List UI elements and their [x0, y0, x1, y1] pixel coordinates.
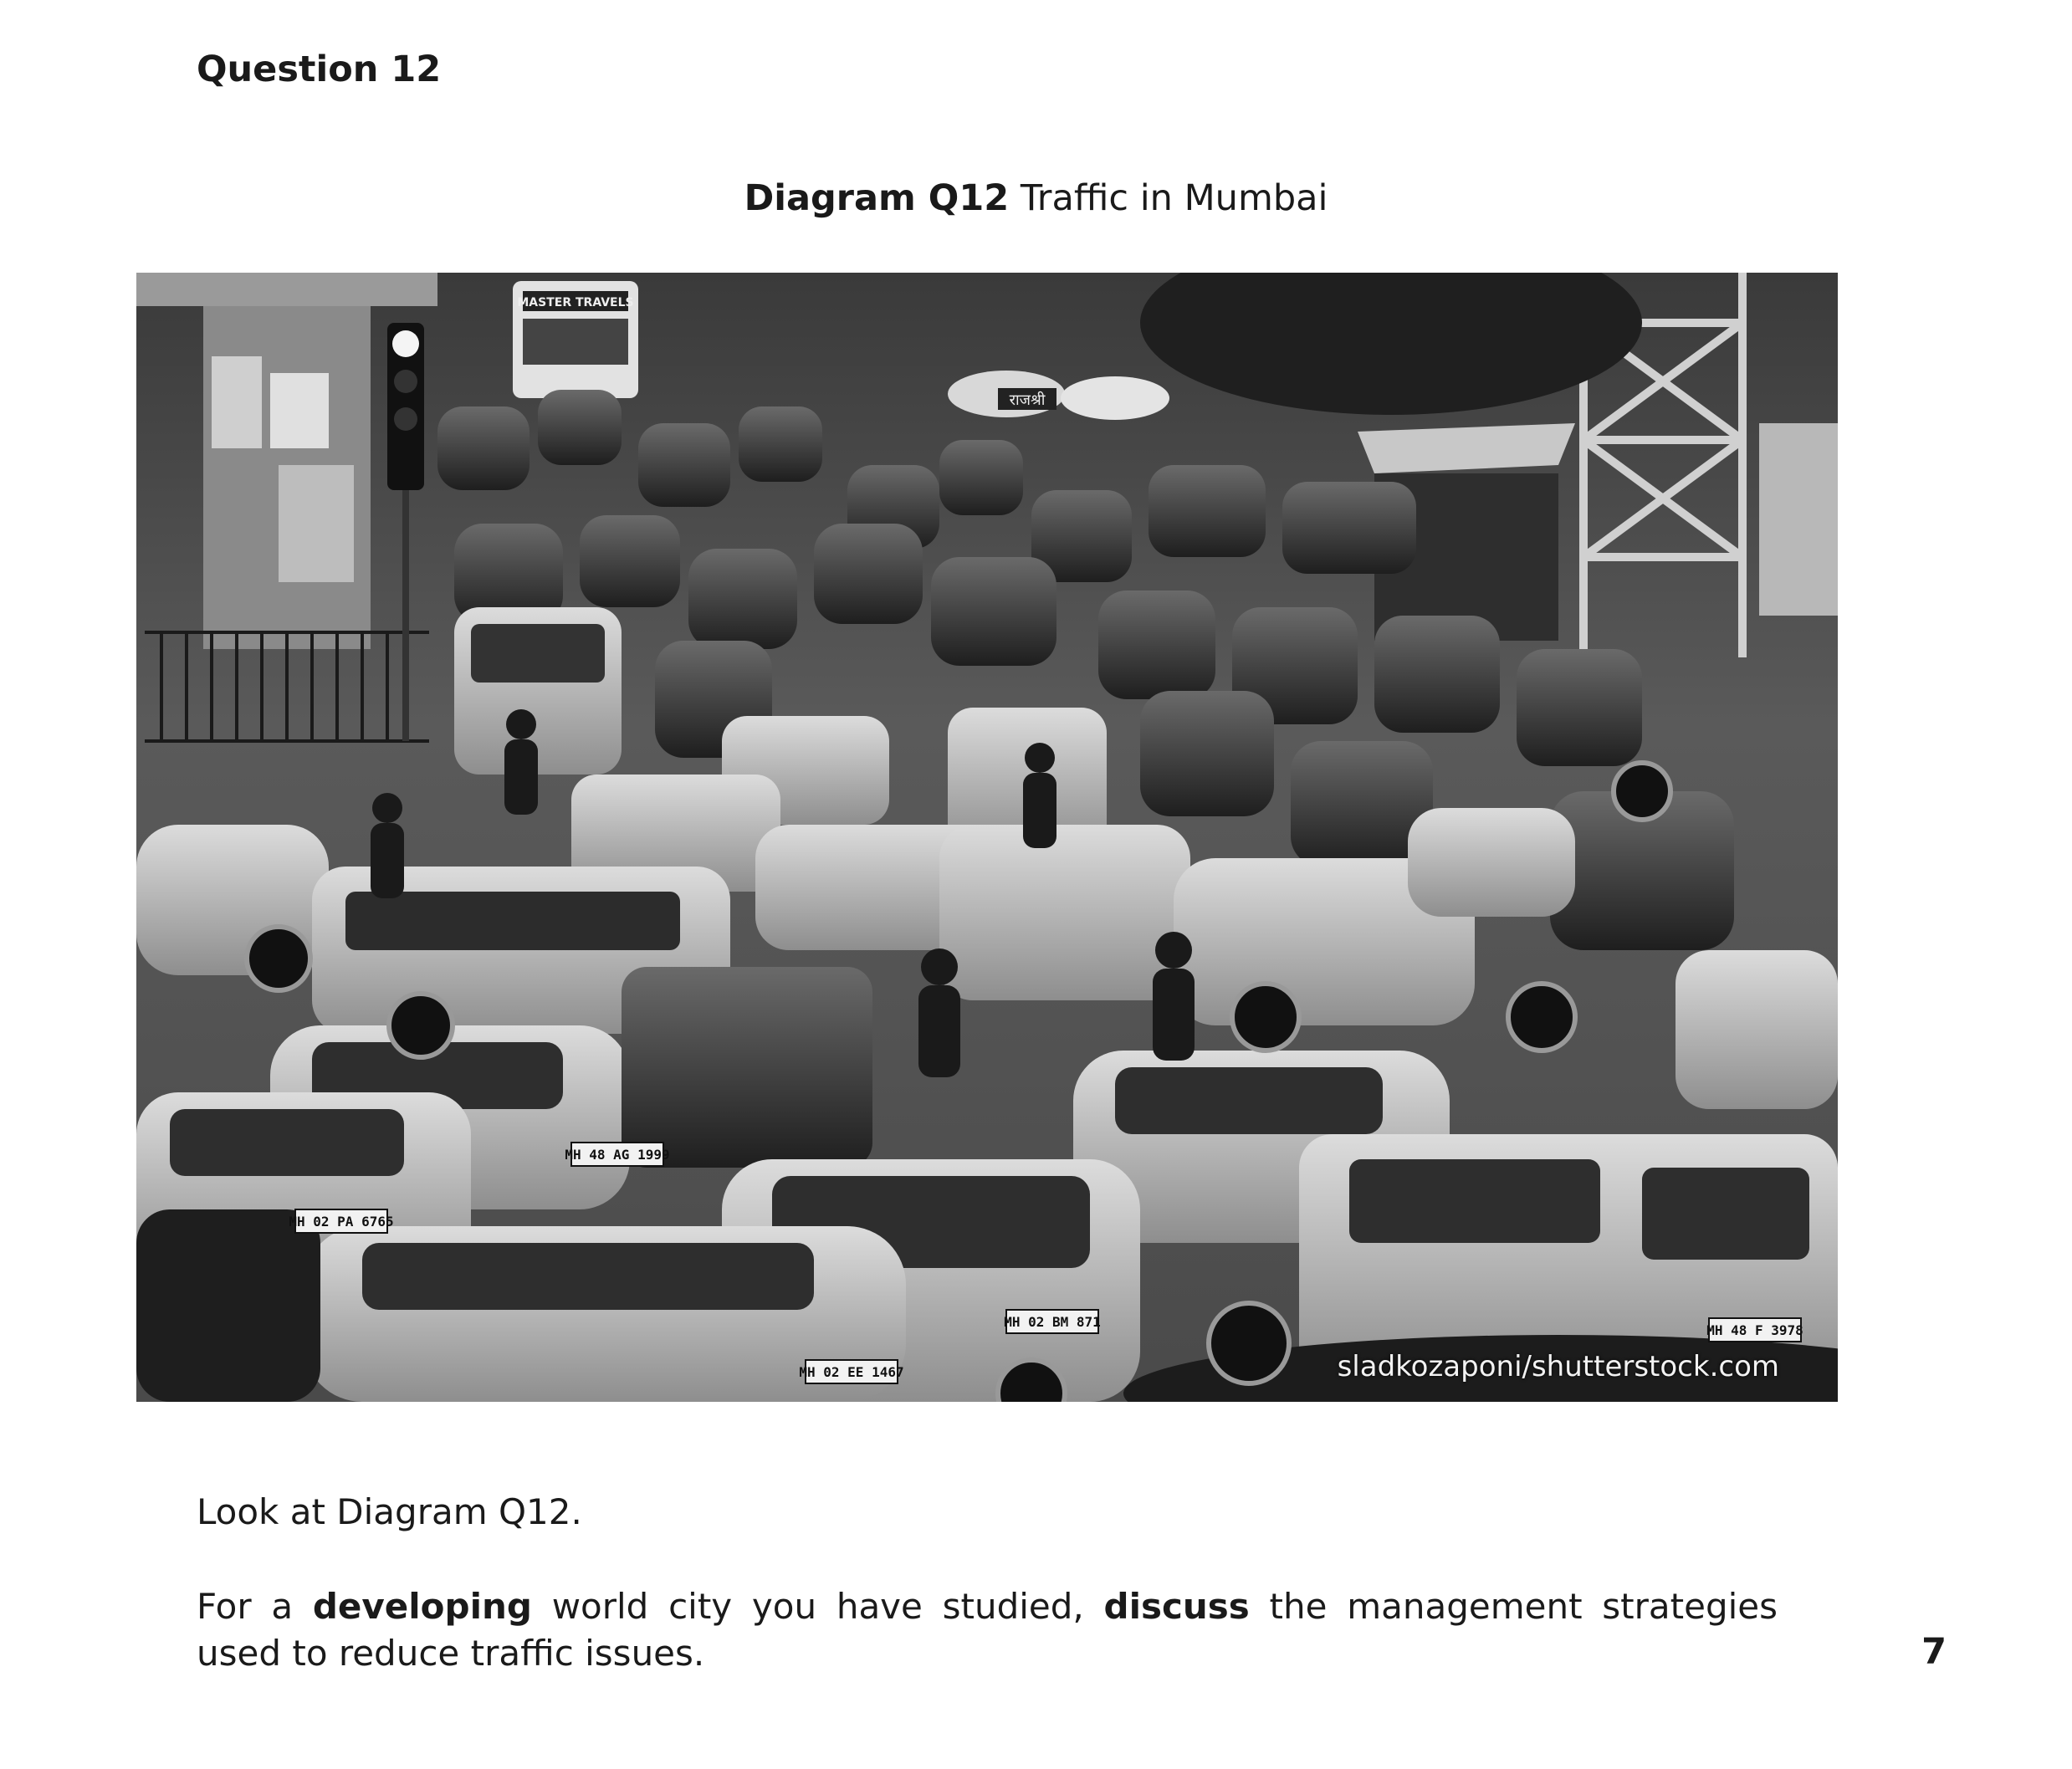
- traffic-photo-illustration: [136, 273, 1838, 1402]
- task-text: [197, 1583, 1778, 1677]
- license-plate-text: MH 48 F 3978: [1706, 1322, 1803, 1338]
- traffic-photo: [136, 273, 1838, 1402]
- diagram-caption: [0, 177, 2072, 219]
- shop-sign: राजश्री: [1009, 391, 1046, 409]
- task-bold-discuss: discuss: [1103, 1586, 1250, 1627]
- diagram-title: Traffic in Mumbai: [1020, 177, 1328, 219]
- marks: 7: [1921, 1631, 1947, 1673]
- bus-sign: MASTER TRAVELS: [517, 296, 634, 309]
- task-pre: For a: [197, 1586, 313, 1627]
- photo-credit: sladkozaponi/shutterstock.com: [1337, 1350, 1779, 1383]
- task-post: the management strategies used to reduce traffic issues.: [197, 1586, 1778, 1674]
- railing: [145, 632, 429, 741]
- flyover-deck: [136, 273, 437, 306]
- license-plate-text: MH 02 BM 871: [1004, 1314, 1101, 1330]
- instruction-text: Look at Diagram Q12.: [197, 1491, 582, 1532]
- umbrella: [1061, 376, 1169, 420]
- license-plate-text: MH 48 AG 1999: [565, 1147, 670, 1163]
- license-plate-text: MH 02 EE 1467: [799, 1364, 904, 1380]
- question-heading: Question 12: [197, 49, 442, 90]
- diagram-label: Diagram Q12: [744, 177, 1010, 219]
- license-plate-text: MH 02 PA 6765: [289, 1214, 394, 1230]
- task-bold-developing: developing: [312, 1586, 532, 1627]
- task-mid: world city you have studied,: [531, 1586, 1104, 1627]
